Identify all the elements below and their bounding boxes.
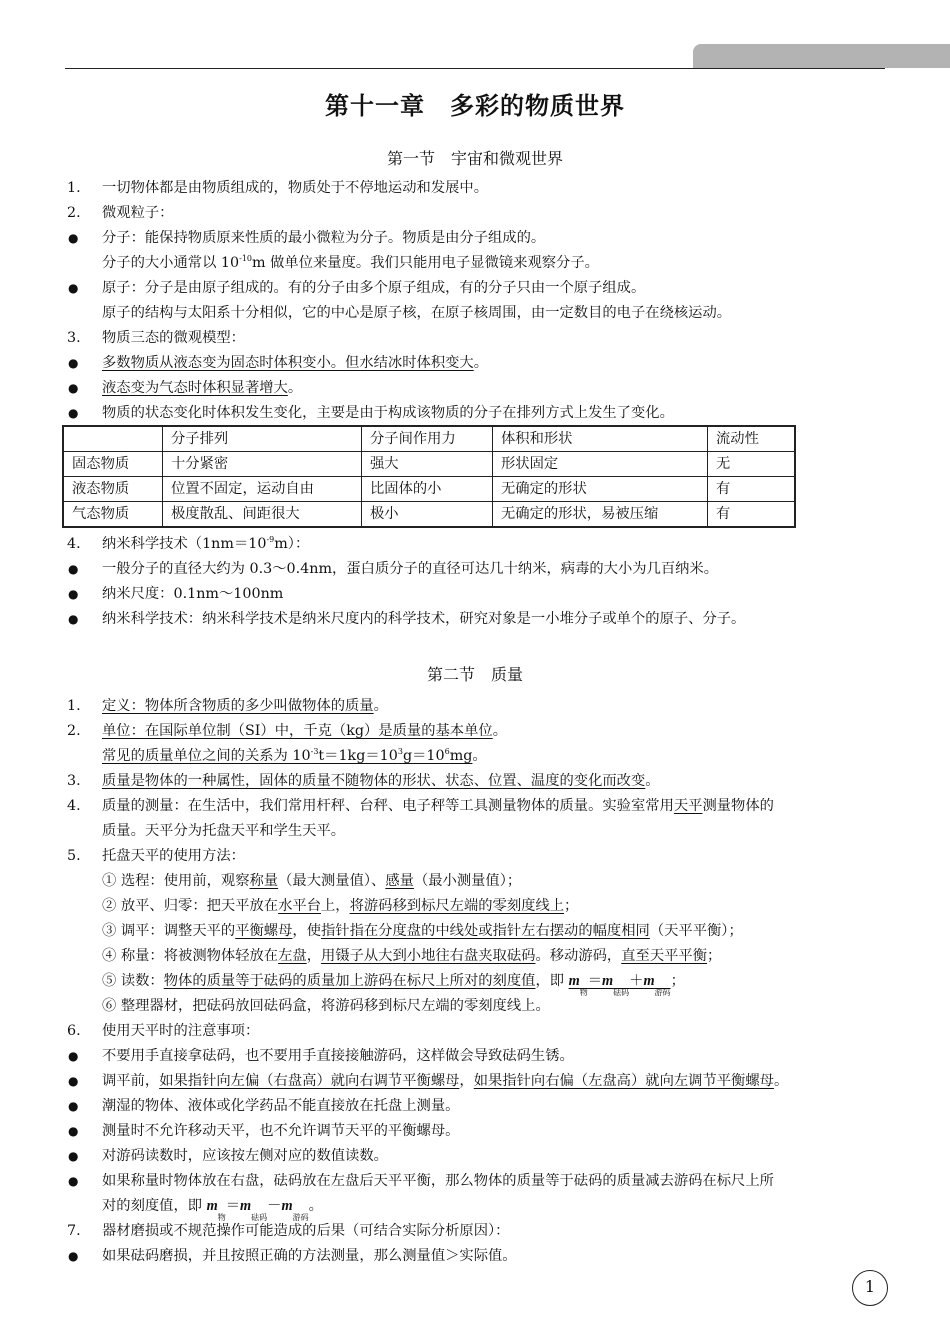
bullet-item: ● 不要用手直接拿砝码，也不要用手直接接触游码，这样做会导致砝码生锈。	[0, 1044, 950, 1069]
bullet-item: ● 如果砝码磨损，并且按照正确的方法测量，那么测量值＞实际值。	[0, 1244, 950, 1269]
bullet-item: ● 测量时不允许移动天平，也不允许调节天平的平衡螺母。	[0, 1119, 950, 1144]
bullet-icon: ●	[68, 1249, 79, 1263]
list-item: 1. 定义：物体所含物质的多少叫做物体的质量。	[67, 698, 388, 714]
bullet-icon: ●	[68, 381, 79, 395]
bullet-icon: ●	[68, 281, 79, 295]
bullet-icon: ●	[68, 587, 79, 601]
list-item: 3. 质量是物体的一种属性，固体的质量不随物体的形状、状态、位置、温度的变化而改变。	[67, 773, 660, 789]
bullet-item: ● 纳米尺度：0.1nm～100nm	[0, 582, 950, 607]
header-rule	[65, 68, 885, 69]
bullet-item: ● 物质的状态变化时体积发生变化，主要是由于构成该物质的分子在排列方式上发生了变化。	[0, 401, 950, 426]
states-table	[62, 425, 796, 528]
bullet-icon: ●	[68, 406, 79, 420]
list-item: 3. 物质三态的微观模型：	[67, 330, 245, 346]
bullet-item: ● 分子：能保持物质原来性质的最小微粒为分子。物质是由分子组成的。	[0, 226, 950, 251]
bullet-icon: ●	[68, 612, 79, 626]
table-row: 固态物质 十分紧密 强大 形状固定 无	[63, 452, 795, 477]
step-item: ④ 称量：将被测物体轻放在左盘，用镊子从大到小地往右盘夹取砝码。移动游码，直至天平平衡；	[102, 948, 722, 964]
bullet-icon: ●	[68, 1074, 79, 1088]
header-bar	[693, 44, 950, 68]
list-item: 5. 托盘天平的使用方法：	[67, 848, 245, 864]
table-header-row: 分子排列 分子间作用力 体积和形状 流动性	[63, 426, 795, 452]
step-item: ③ 调平：调整天平的平衡螺母，使指针指在分度盘的中线处或指针左右摆动的幅度相同（天平平衡）；	[102, 923, 743, 939]
bullet-icon: ●	[68, 1174, 79, 1188]
table-row: 气态物质 极度散乱、间距很大 极小 无确定的形状，易被压缩 有	[63, 502, 795, 528]
bullet-item: ● 调平前，如果指针向左偏（右盘高）就向右调节平衡螺母，如果指针向右偏（左盘高）就向左调节平衡螺母。	[0, 1069, 950, 1094]
section-title-2: 第二节 质量	[426, 665, 523, 684]
list-item: 4. 质量的测量：在生活中，我们常用杆秤、台秤、电子秤等工具测量物体的质量。实验室常用天平测量物体的	[67, 798, 774, 814]
bullet-item: ● 液态变为气态时体积显著增大。	[0, 376, 950, 401]
bullet-icon: ●	[68, 562, 79, 576]
step-item: ⑤ 读数：物体的质量等于砝码的质量加上游码在标尺上所对的刻度值，即 $m_物=m_{砝码}+m_{游码}$；	[102, 973, 685, 997]
bullet-item: ● 潮湿的物体、液体或化学药品不能直接放在托盘上测量。	[0, 1094, 950, 1119]
list-item: 2. 微观粒子：	[67, 205, 174, 221]
chapter-title: 第十一章 多彩的物质世界	[325, 92, 625, 120]
list-item: 分子的大小通常以 $10^{-10}m$ 做单位来量度。我们只能用电子显微镜来观察分子。	[102, 254, 599, 271]
list-item: 对的刻度值，即 $m_物=m_{砝码}-m_{游码}$。	[102, 1198, 323, 1222]
bullet-item: ● 如果称量时物体放在右盘，砝码放在左盘后天平平衡，那么物体的质量等于砝码的质量减去游码在标尺上所	[0, 1169, 950, 1194]
list-item: 常见的质量单位之间的关系为 $10^{-3}t=1kg=10^3g=10^6mg$。	[102, 747, 487, 764]
list-item: 6. 使用天平时的注意事项：	[67, 1023, 260, 1039]
bullet-item: ● 原子：分子是由原子组成的。有的分子由多个原子组成，有的分子只由一个原子组成。	[0, 276, 950, 301]
bullet-icon: ●	[68, 1049, 79, 1063]
list-item: 7. 器材磨损或不规范操作可能造成的后果（可结合实际分析原因）：	[67, 1223, 510, 1239]
list-item: 1. 一切物体都是由物质组成的，物质处于不停地运动和发展中。	[67, 180, 489, 196]
bullet-icon: ●	[68, 1124, 79, 1138]
step-item: ① 选程：使用前，观察称量（最大测量值）、感量（最小测量值）；	[102, 873, 522, 889]
bullet-item: ● 多数物质从液态变为固态时体积变小。但水结冰时体积变大。	[0, 351, 950, 376]
list-item: 2. 单位：在国际单位制（SI）中，千克（kg）是质量的基本单位。	[67, 723, 507, 739]
bullet-icon: ●	[68, 356, 79, 370]
step-item: ⑥ 整理器材，把砝码放回砝码盒，将游码移到标尺左端的零刻度线上。	[102, 998, 550, 1014]
step-item: ② 放平、归零：把天平放在水平台上，将游码移到标尺左端的零刻度线上；	[102, 898, 579, 914]
list-item: 原子的结构与太阳系十分相似，它的中心是原子核，在原子核周围，由一定数目的电子在绕核运动。	[102, 305, 732, 321]
bullet-icon: ●	[68, 231, 79, 245]
bullet-item: ● 一般分子的直径大约为 0.3～0.4nm，蛋白质分子的直径可达几十纳米，病毒的大小为几百纳米。	[0, 557, 950, 582]
bullet-item: ● 纳米科学技术：纳米科学技术是纳米尺度内的科学技术，研究对象是一小堆分子或单个的原子、分子。	[0, 607, 950, 632]
section-title-1: 第一节 宇宙和微观世界	[386, 149, 563, 168]
list-item: 4. 纳米科学技术$(1nm=10^{-9}m)$：	[67, 535, 310, 552]
bullet-item: ● 对游码读数时，应该按左侧对应的数值读数。	[0, 1144, 950, 1169]
bullet-icon: ●	[68, 1149, 79, 1163]
page-number: 1	[852, 1270, 888, 1306]
table-row: 液态物质 位置不固定，运动自由 比固体的小 无确定的形状 有	[63, 477, 795, 502]
list-item: 质量。天平分为托盘天平和学生天平。	[102, 823, 346, 839]
bullet-icon: ●	[68, 1099, 79, 1113]
